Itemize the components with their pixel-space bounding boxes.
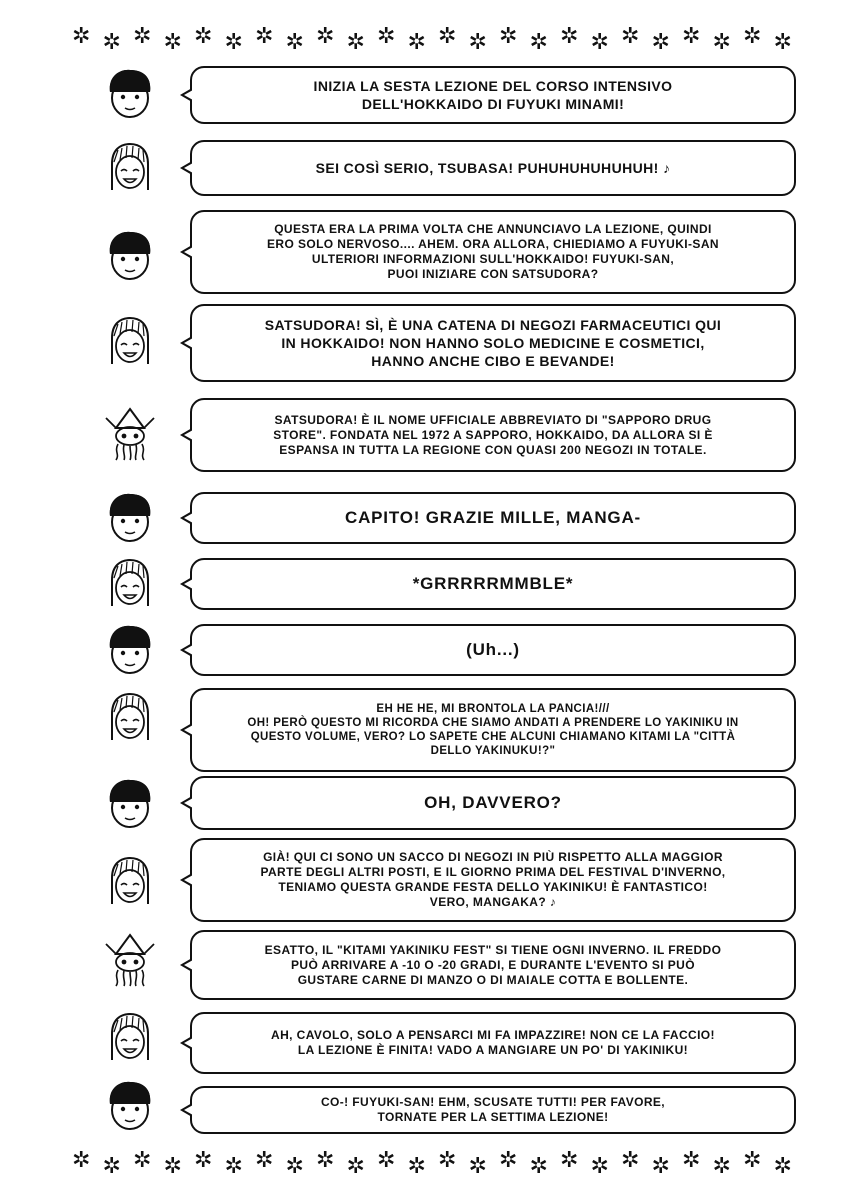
snowflake-icon: ✲ — [743, 1148, 762, 1173]
snowflake-icon: ✲ — [651, 30, 670, 55]
snowflake-icon: ✲ — [712, 1154, 731, 1179]
boy-face-icon — [102, 66, 158, 122]
girl-face-icon — [102, 690, 158, 746]
snowflake-icon: ✲ — [255, 24, 274, 49]
girl-face-icon — [102, 1010, 158, 1066]
dialogue-text: GIÀ! QUI CI SONO UN SACCO DI NEGOZI IN PIÙ RISPETTO ALLA MAGGIOR PARTE DEGLI ALTRI POSTI, E IL GIORNO PRIMA DEL FESTIVAL D'INVERNO, TENIAMO QUESTA GRANDE FESTA DELLO YAKINIKU! È FANTASTICO! VERO, MANGAKA? ♪ — [260, 850, 726, 909]
dialogue-text: QUESTA ERA LA PRIMA VOLTA CHE ANNUNCIAVO LA LEZIONE, QUINDI ERO SOLO NERVOSO.... AHEM. ORA ALLORA, CHIEDIAMO A FUYUKI-SAN ULTERIORI INFORMAZIONI SULL'HOKKAIDO! FUYUKI-SAN, PUOI INIZIARE CON SATSUDORA? — [267, 222, 719, 281]
snowflake-icon: ✲ — [316, 24, 335, 49]
snowflake-icon: ✲ — [163, 1154, 182, 1179]
snowflake-icon: ✲ — [102, 1154, 121, 1179]
snowflake-icon: ✲ — [773, 30, 792, 55]
snowflake-icon: ✲ — [499, 1148, 518, 1173]
boy-face-icon — [102, 622, 158, 678]
speech-bubble — [190, 210, 796, 294]
snowflake-icon: ✲ — [407, 1154, 426, 1179]
speech-bubble — [190, 140, 796, 196]
snowflake-icon: ✲ — [621, 24, 640, 49]
snowflake-icon: ✲ — [560, 1148, 579, 1173]
dialogue-text: AH, CAVOLO, SOLO A PENSARCI MI FA IMPAZZIRE! NON CE LA FACCIO! LA LEZIONE È FINITA! VADO A MANGIARE UN PO' DI YAKINIKU! — [271, 1028, 715, 1057]
dialogue-text: SATSUDORA! È IL NOME UFFICIALE ABBREVIATO DI "SAPPORO DRUG STORE". FONDATA NEL 1972 A SAPPORO, HOKKAIDO, DA ALLORA SI È ESPANSA IN TUTTA LA REGIONE CON QUASI 200 NEGOZI IN TOTALE. — [273, 412, 713, 457]
speech-bubble — [190, 930, 796, 1000]
snowflake-icon: ✲ — [346, 30, 365, 55]
snowflake-icon: ✲ — [590, 1154, 609, 1179]
snowflake-icon: ✲ — [163, 30, 182, 55]
girl-face-icon — [102, 314, 158, 370]
snowflake-icon: ✲ — [377, 24, 396, 49]
speech-bubble — [190, 1086, 796, 1134]
speech-bubble — [190, 66, 796, 124]
snowflake-icon: ✲ — [773, 1154, 792, 1179]
snowflake-icon: ✲ — [651, 1154, 670, 1179]
snowflake-icon: ✲ — [194, 24, 213, 49]
speech-bubble — [190, 624, 796, 676]
snowflake-icon: ✲ — [346, 1154, 365, 1179]
snowflake-icon: ✲ — [468, 1154, 487, 1179]
snowflake-icon: ✲ — [133, 24, 152, 49]
squid-face-icon — [102, 406, 158, 462]
dialogue-text: SEI COSÌ SERIO, TSUBASA! PUHUHUHUHUHUH! ♪ — [315, 160, 671, 176]
snowflake-icon: ✲ — [712, 30, 731, 55]
snowflake-icon: ✲ — [102, 30, 121, 55]
speech-bubble — [190, 838, 796, 922]
snowflake-icon: ✲ — [468, 30, 487, 55]
snowflake-icon: ✲ — [529, 1154, 548, 1179]
dialogue-text: EH HE HE, MI BRONTOLA LA PANCIA!/// OH! PERÒ QUESTO MI RICORDA CHE SIAMO ANDATI A PRENDERE LO YAKINIKU IN QUESTO VOLUME, VERO? LO SAPETE CHE ALCUNI CHIAMANO KITAMI LA "CITTÀ DELLO YAKINUKU!?" — [247, 703, 739, 757]
boy-face-icon — [102, 228, 158, 284]
dialogue-text: CO-! FUYUKI-SAN! EHM, SCUSATE TUTTI! PER FAVORE, TORNATE PER LA SETTIMA LEZIONE! — [320, 1095, 666, 1124]
snowflake-icon: ✲ — [743, 24, 762, 49]
boy-face-icon — [102, 776, 158, 832]
snowflake-icon: ✲ — [224, 1154, 243, 1179]
dialogue-text: CAPITO! GRAZIE MILLE, MANGA- — [345, 508, 641, 527]
snowflake-icon: ✲ — [529, 30, 548, 55]
speech-bubble — [190, 304, 796, 382]
dialogue-text: ESATTO, IL "KITAMI YAKINIKU FEST" SI TIENE OGNI INVERNO. IL FREDDO PUÒ ARRIVARE A -10 O -20 GRADI, E DURANTE L'EVENTO SI PUÒ GUSTARE CARNE DI MANZO O DI MAIALE COTTA E BOLLENTE. — [264, 942, 722, 987]
top-snowflake-border — [72, 22, 792, 55]
snowflake-icon: ✲ — [682, 24, 701, 49]
dialogue-text: SATSUDORA! SÌ, È UNA CATENA DI NEGOZI FARMACEUTICI QUI IN HOKKAIDO! NON HANNO SOLO MEDICINE E COSMETICI, HANNO ANCHE CIBO E BEVANDE! — [264, 317, 722, 369]
snowflake-icon: ✲ — [255, 1148, 274, 1173]
girl-face-icon — [102, 854, 158, 910]
snowflake-icon: ✲ — [560, 24, 579, 49]
squid-face-icon — [102, 932, 158, 988]
snowflake-icon: ✲ — [72, 24, 91, 49]
boy-face-icon — [102, 490, 158, 546]
speech-bubble — [190, 1012, 796, 1074]
dialogue-text: (Uh...) — [466, 640, 520, 659]
snowflake-icon: ✲ — [133, 1148, 152, 1173]
snowflake-icon: ✲ — [621, 1148, 640, 1173]
dialogue-text: OH, DAVVERO? — [424, 793, 562, 812]
snowflake-icon: ✲ — [438, 24, 457, 49]
snowflake-icon: ✲ — [377, 1148, 396, 1173]
girl-face-icon — [102, 556, 158, 612]
girl-face-icon — [102, 140, 158, 196]
snowflake-icon: ✲ — [590, 30, 609, 55]
dialogue-text: *GRRRRRMMBLE* — [412, 574, 574, 593]
speech-bubble — [190, 558, 796, 610]
snowflake-icon: ✲ — [682, 1148, 701, 1173]
snowflake-icon: ✲ — [285, 30, 304, 55]
snowflake-icon: ✲ — [285, 1154, 304, 1179]
snowflake-icon: ✲ — [499, 24, 518, 49]
speech-bubble — [190, 776, 796, 830]
boy-face-icon — [102, 1078, 158, 1134]
speech-bubble — [190, 688, 796, 772]
bottom-snowflake-border — [72, 1146, 792, 1179]
speech-bubble — [190, 492, 796, 544]
snowflake-icon: ✲ — [438, 1148, 457, 1173]
speech-bubble — [190, 398, 796, 472]
dialogue-text: INIZIA LA SESTA LEZIONE DEL CORSO INTENSIVO DELL'HOKKAIDO DI FUYUKI MINAMI! — [313, 78, 673, 112]
snowflake-icon: ✲ — [316, 1148, 335, 1173]
snowflake-icon: ✲ — [194, 1148, 213, 1173]
snowflake-icon: ✲ — [224, 30, 243, 55]
snowflake-icon: ✲ — [72, 1148, 91, 1173]
snowflake-icon: ✲ — [407, 30, 426, 55]
